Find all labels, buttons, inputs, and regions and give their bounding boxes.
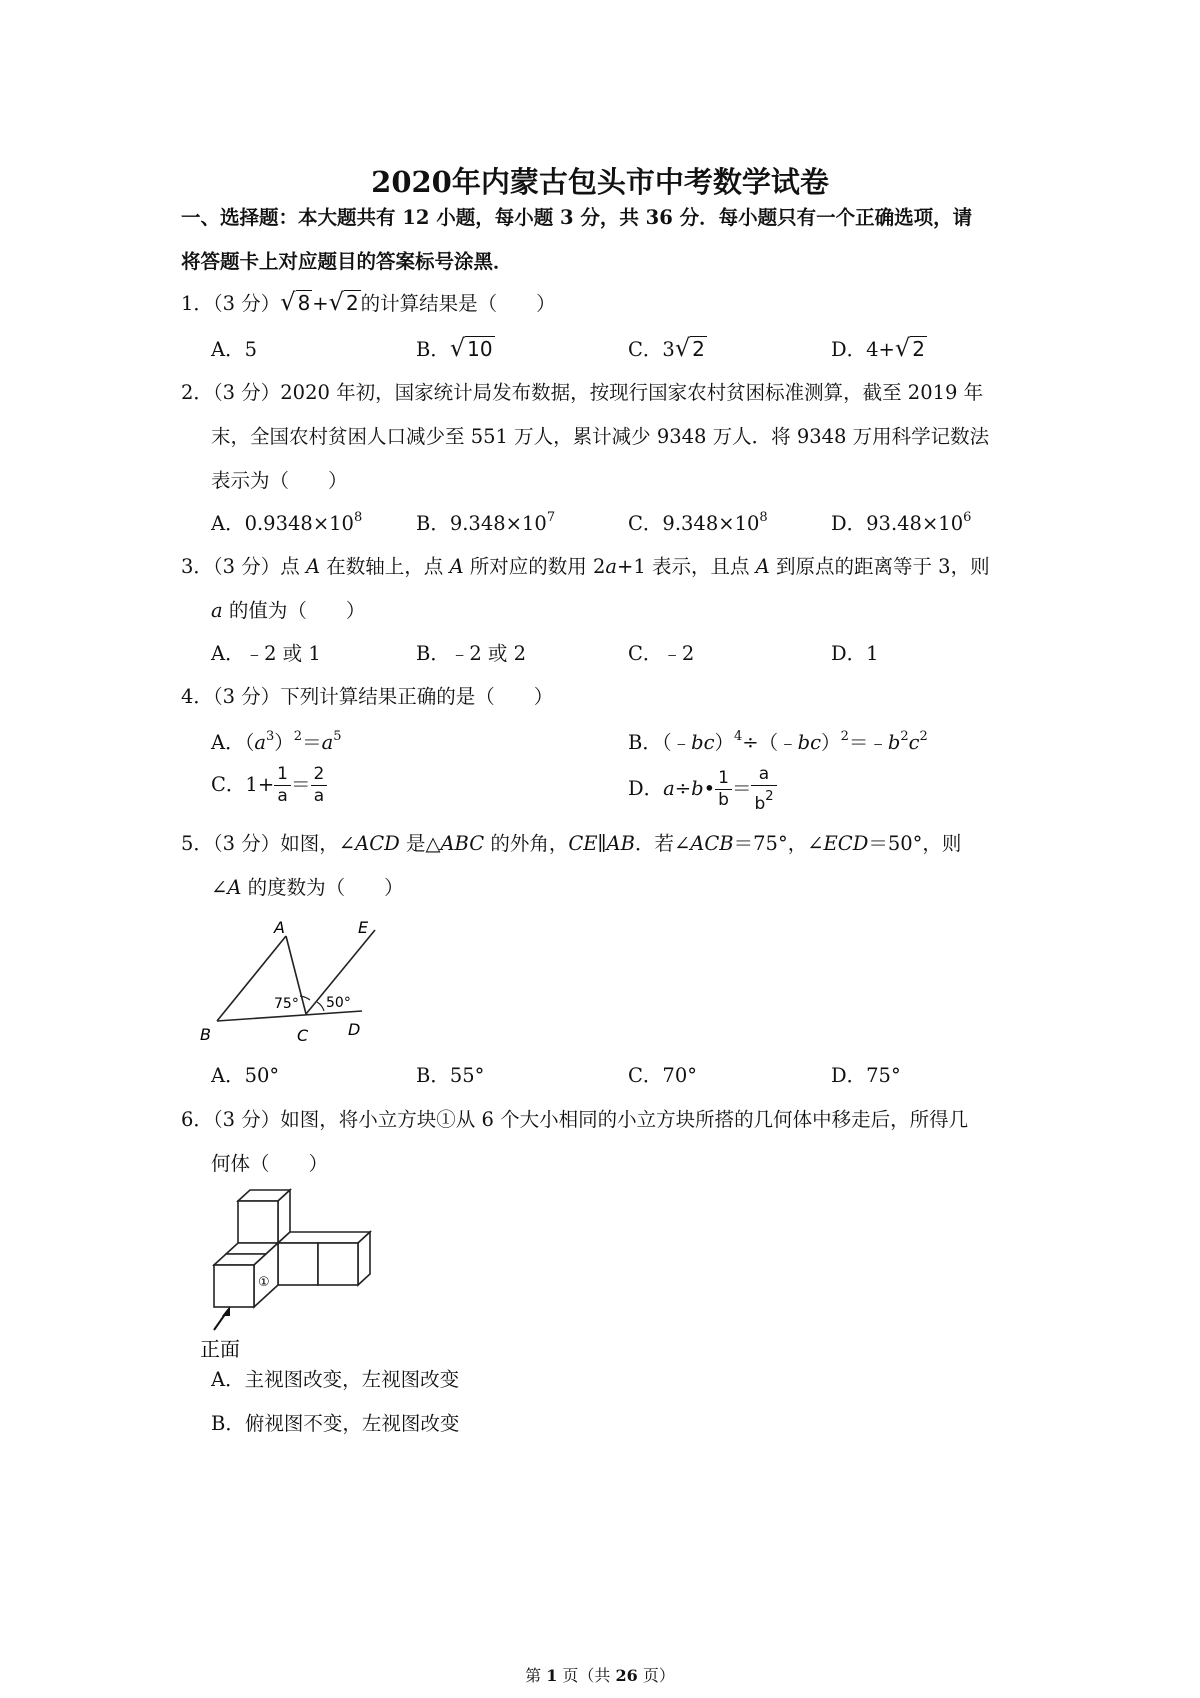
radical: √ 8: [280, 288, 311, 316]
front-label: 正面: [200, 1337, 240, 1361]
question-2-line2: 末，全国农村贫困人口减少至 551 万人，累计减少 9348 万人．将 9348 万用科学记数法: [211, 425, 990, 448]
page-title: 2020年内蒙古包头市中考数学试卷: [371, 165, 829, 199]
question-5-line2: ∠A 的度数为（ ）: [211, 876, 404, 899]
fraction: $\frac{a}{b^2}$: [751, 764, 776, 815]
radical: √ 2: [328, 288, 359, 316]
fraction: $\frac{2}{a}$: [311, 764, 328, 807]
q3-option-c: C．﹣2: [628, 642, 695, 665]
section-heading-line2: 将答题卡上对应题目的答案标号涂黑．: [181, 250, 513, 273]
q2-option-b: B．$9.348\times 10^7$: [416, 510, 556, 535]
question-6-line1: 6．（3 分）如图，将小立方块①从 6 个大小相同的小立方块所搭的几何体中移走后，所得几: [181, 1108, 969, 1131]
page-number: 1: [546, 1666, 558, 1685]
q1-option-a: A．5: [211, 338, 257, 361]
label-e: E: [358, 918, 369, 937]
cube-row-front-2: [318, 1243, 358, 1285]
q5-option-c: C．70°: [628, 1064, 697, 1087]
page-footer: 第 1 页（共 26 页）: [525, 1666, 675, 1685]
q5-option-a: A．50°: [211, 1064, 280, 1087]
q2-option-d: D．$93.48\times 10^6$: [831, 510, 972, 535]
q5-option-b: B．55°: [416, 1064, 485, 1087]
q4-option-b: B．$(﹣bc)^4\div(﹣bc)^2=﹣b^2c^2$: [628, 729, 928, 754]
q4-option-a: A．$(a^3)^2=a^5$: [211, 729, 342, 754]
angle-label-50: 50°: [326, 995, 351, 1011]
q1-option-d: D．4+√ 2: [831, 334, 925, 362]
q6-option-a: A．主视图改变，左视图改变: [211, 1368, 460, 1391]
q2-option-c: C．$9.348\times 10^8$: [628, 510, 768, 535]
label-d: D: [348, 1020, 361, 1039]
line-bd: [217, 1011, 362, 1021]
cube-row-front-1: [278, 1243, 318, 1285]
fraction: $\frac{1}{b}$: [715, 768, 732, 811]
q1-prefix: 1．（3 分）: [181, 292, 281, 315]
angle-arc-ecd: [317, 1002, 324, 1011]
angle-label-75: 75°: [274, 996, 299, 1012]
label-c: C: [297, 1026, 309, 1044]
cube-top-front: [238, 1201, 278, 1243]
page-total: 26: [615, 1666, 638, 1685]
question-3-line1: 3．（3 分）点 A 在数轴上，点 A 所对应的数用 2a+1 表示，且点 A 到原点的距离等于 3，则: [181, 555, 990, 578]
fraction: $\frac{1}{a}$: [274, 764, 291, 807]
q4-option-d: D．a÷b• $\frac{1}{b}$ ＝ $\frac{a}{b^2}$: [628, 764, 777, 815]
question-2-line3: 表示为（ ）: [211, 469, 348, 492]
q3-option-b: B．﹣2 或 2: [416, 642, 527, 665]
q1-option-c: C．3√ 2: [628, 334, 705, 362]
q4-option-c: C．1+ $\frac{1}{a}$ ＝ $\frac{2}{a}$: [211, 764, 327, 807]
q3-option-d: D．1: [831, 642, 879, 665]
question-2-line1: 2．（3 分）2020 年初，国家统计局发布数据，按现行国家农村贫困标准测算，截至 2019 年: [181, 381, 984, 404]
question-5-line1: 5．（3 分）如图，∠ACD 是△ABC 的外角，CE∥AB．若∠ACB＝75°，∠ECD＝50°，则: [181, 832, 962, 855]
question-1: 1．（3 分）√ 8 +√ 2 的计算结果是（ ）: [181, 288, 556, 316]
triangle-figure: [200, 908, 400, 1044]
question-3-line2: a 的值为（ ）: [211, 599, 366, 622]
q5-option-d: D．75°: [831, 1064, 901, 1087]
question-6-line2: 何体（ ）: [211, 1152, 329, 1175]
label-a: A: [274, 918, 285, 937]
label-b: B: [200, 1025, 211, 1044]
cube-row-top: [278, 1232, 370, 1243]
q3-option-a: A．﹣2 或 1: [211, 642, 321, 665]
q2-option-a: A．$0.9348\times 10^8$: [211, 510, 363, 535]
cube-figure: [200, 1188, 410, 1368]
q1-suffix: 的计算结果是（ ）: [360, 292, 556, 315]
question-4: 4．（3 分）下列计算结果正确的是（ ）: [181, 685, 554, 708]
cube-front-face: [214, 1265, 254, 1307]
cube-mark: ①: [258, 1275, 270, 1290]
q1-option-b: B．√ 10: [416, 334, 493, 362]
section-heading-line1: 一、选择题：本大题共有 12 小题，每小题 3 分，共 36 分．每小题只有一个正确选项，请: [181, 206, 973, 229]
q6-option-b: B．俯视图不变，左视图改变: [211, 1412, 460, 1435]
